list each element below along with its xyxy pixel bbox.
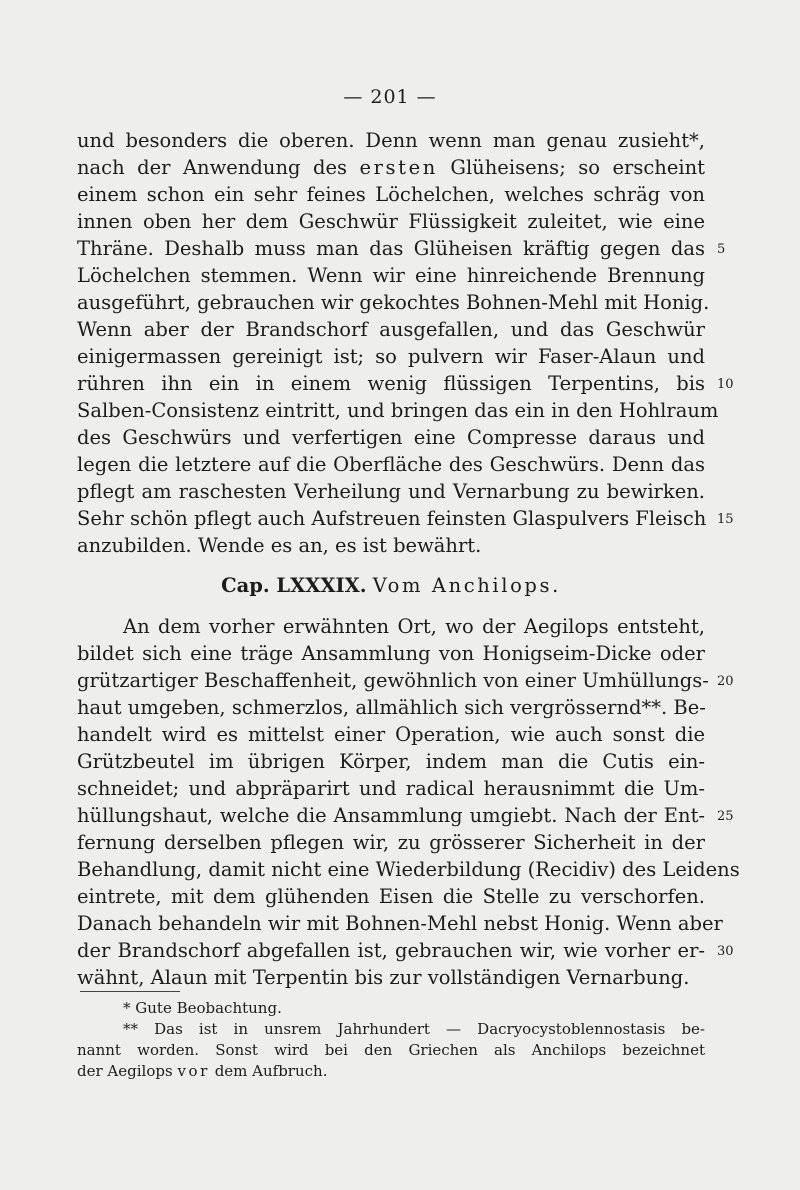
text-line: schneidet; und abpräparirt und radical herausnimmt die Um- [77, 777, 705, 800]
text-line: pflegt am raschesten Verheilung und Vernarbung zu bewirken. [77, 480, 705, 503]
text-line: fernung derselben pflegen wir, zu grösserer Sicherheit in der [77, 831, 705, 854]
footnote-divider [80, 991, 180, 992]
text-line: des Geschwürs und verfertigen eine Compresse daraus und [77, 426, 705, 449]
text-line: An dem vorher erwähnten Ort, wo der Aegilops entsteht, [123, 615, 705, 638]
text-line: legen die letztere auf die Oberfläche des Geschwürs. Denn das [77, 453, 705, 476]
text-line: Löchelchen stemmen. Wenn wir eine hinreichende Brennung [77, 264, 705, 287]
text-line: Salben-Consistenz eintritt, und bringen das ein in den Hohlraum [77, 399, 719, 422]
page-number: — 201 — [343, 86, 437, 108]
text-line: bildet sich eine träge Ansammlung von Honigseim-Dicke oder [77, 642, 705, 665]
text-line: rühren ihn ein in einem wenig flüssigen Terpentins, bis [77, 372, 705, 395]
line-number: 20 [717, 674, 734, 689]
chapter-title: Vom Anchilops. [372, 574, 561, 597]
text-line: Sehr schön pflegt auch Aufstreuen feinsten Glaspulvers Fleisch [77, 507, 707, 530]
text-span: Glüheisens; so erscheint [437, 156, 705, 179]
footnote [77, 1061, 705, 1082]
text-line: hüllungshaut, welche die Ansammlung umgiebt. Nach der Ent- [77, 804, 705, 827]
text-line: einem schon ein sehr feines Löchelchen, welches schräg von [77, 183, 705, 206]
footnote: * Gute Beobachtung. [123, 999, 282, 1017]
text-span: dem Aufbruch. [209, 1062, 328, 1080]
footnote: nannt worden. Sonst wird bei den Griechen als Anchilops bezeichnet [77, 1041, 705, 1059]
text-line: anzubilden. Wende es an, es ist bewährt. [77, 534, 482, 557]
line-number: 5 [717, 242, 726, 257]
text-line [77, 154, 705, 181]
chapter-number: Cap. LXXXIX. [221, 574, 367, 597]
line-number: 30 [717, 944, 734, 959]
text-line: der Brandschorf abgefallen ist, gebrauchen wir, wie vorher er- [77, 939, 705, 962]
emphasized-word: vor [177, 1062, 210, 1080]
text-line: Thräne. Deshalb muss man das Glüheisen kräftig gegen das [77, 237, 705, 260]
text-line: Wenn aber der Brandschorf ausgefallen, und das Geschwür [77, 318, 705, 341]
chapter-heading [77, 572, 705, 599]
text-line: ausgeführt, gebrauchen wir gekochtes Bohnen-Mehl mit Honig. [77, 291, 710, 314]
emphasized-word: ersten [359, 156, 438, 179]
text-span: der Aegilops [77, 1062, 178, 1080]
line-number: 10 [717, 377, 734, 392]
text-line: wähnt, Alaun mit Terpentin bis zur vollständigen Vernarbung. [77, 966, 690, 989]
text-line: und besonders die oberen. Denn wenn man genau zusieht*, [77, 129, 705, 152]
line-number: 15 [717, 512, 734, 527]
text-line: innen oben her dem Geschwür Flüssigkeit zuleitet, wie eine [77, 210, 705, 233]
text-line: Behandlung, damit nicht eine Wiederbildung (Recidiv) des Leidens [77, 858, 740, 881]
footnote: ** Das ist in unsrem Jahrhundert — Dacryocystoblennostasis be- [123, 1020, 705, 1038]
text-line: einigermassen gereinigt ist; so pulvern wir Faser-Alaun und [77, 345, 705, 368]
text-line: handelt wird es mittelst einer Operation, wie auch sonst die [77, 723, 705, 746]
text-line: eintrete, mit dem glühenden Eisen die Stelle zu verschorfen. [77, 885, 705, 908]
text-line: grützartiger Beschaffenheit, gewöhnlich von einer Umhüllungs- [77, 669, 709, 692]
text-line: haut umgeben, schmerzlos, allmählich sich vergrössernd**. Be- [77, 696, 706, 719]
text-span: nach der Anwendung des [77, 156, 360, 179]
text-line: Danach behandeln wir mit Bohnen-Mehl nebst Honig. Wenn aber [77, 912, 723, 935]
text-line: Grützbeutel im übrigen Körper, indem man die Cutis ein- [77, 750, 705, 773]
line-number: 25 [717, 809, 734, 824]
